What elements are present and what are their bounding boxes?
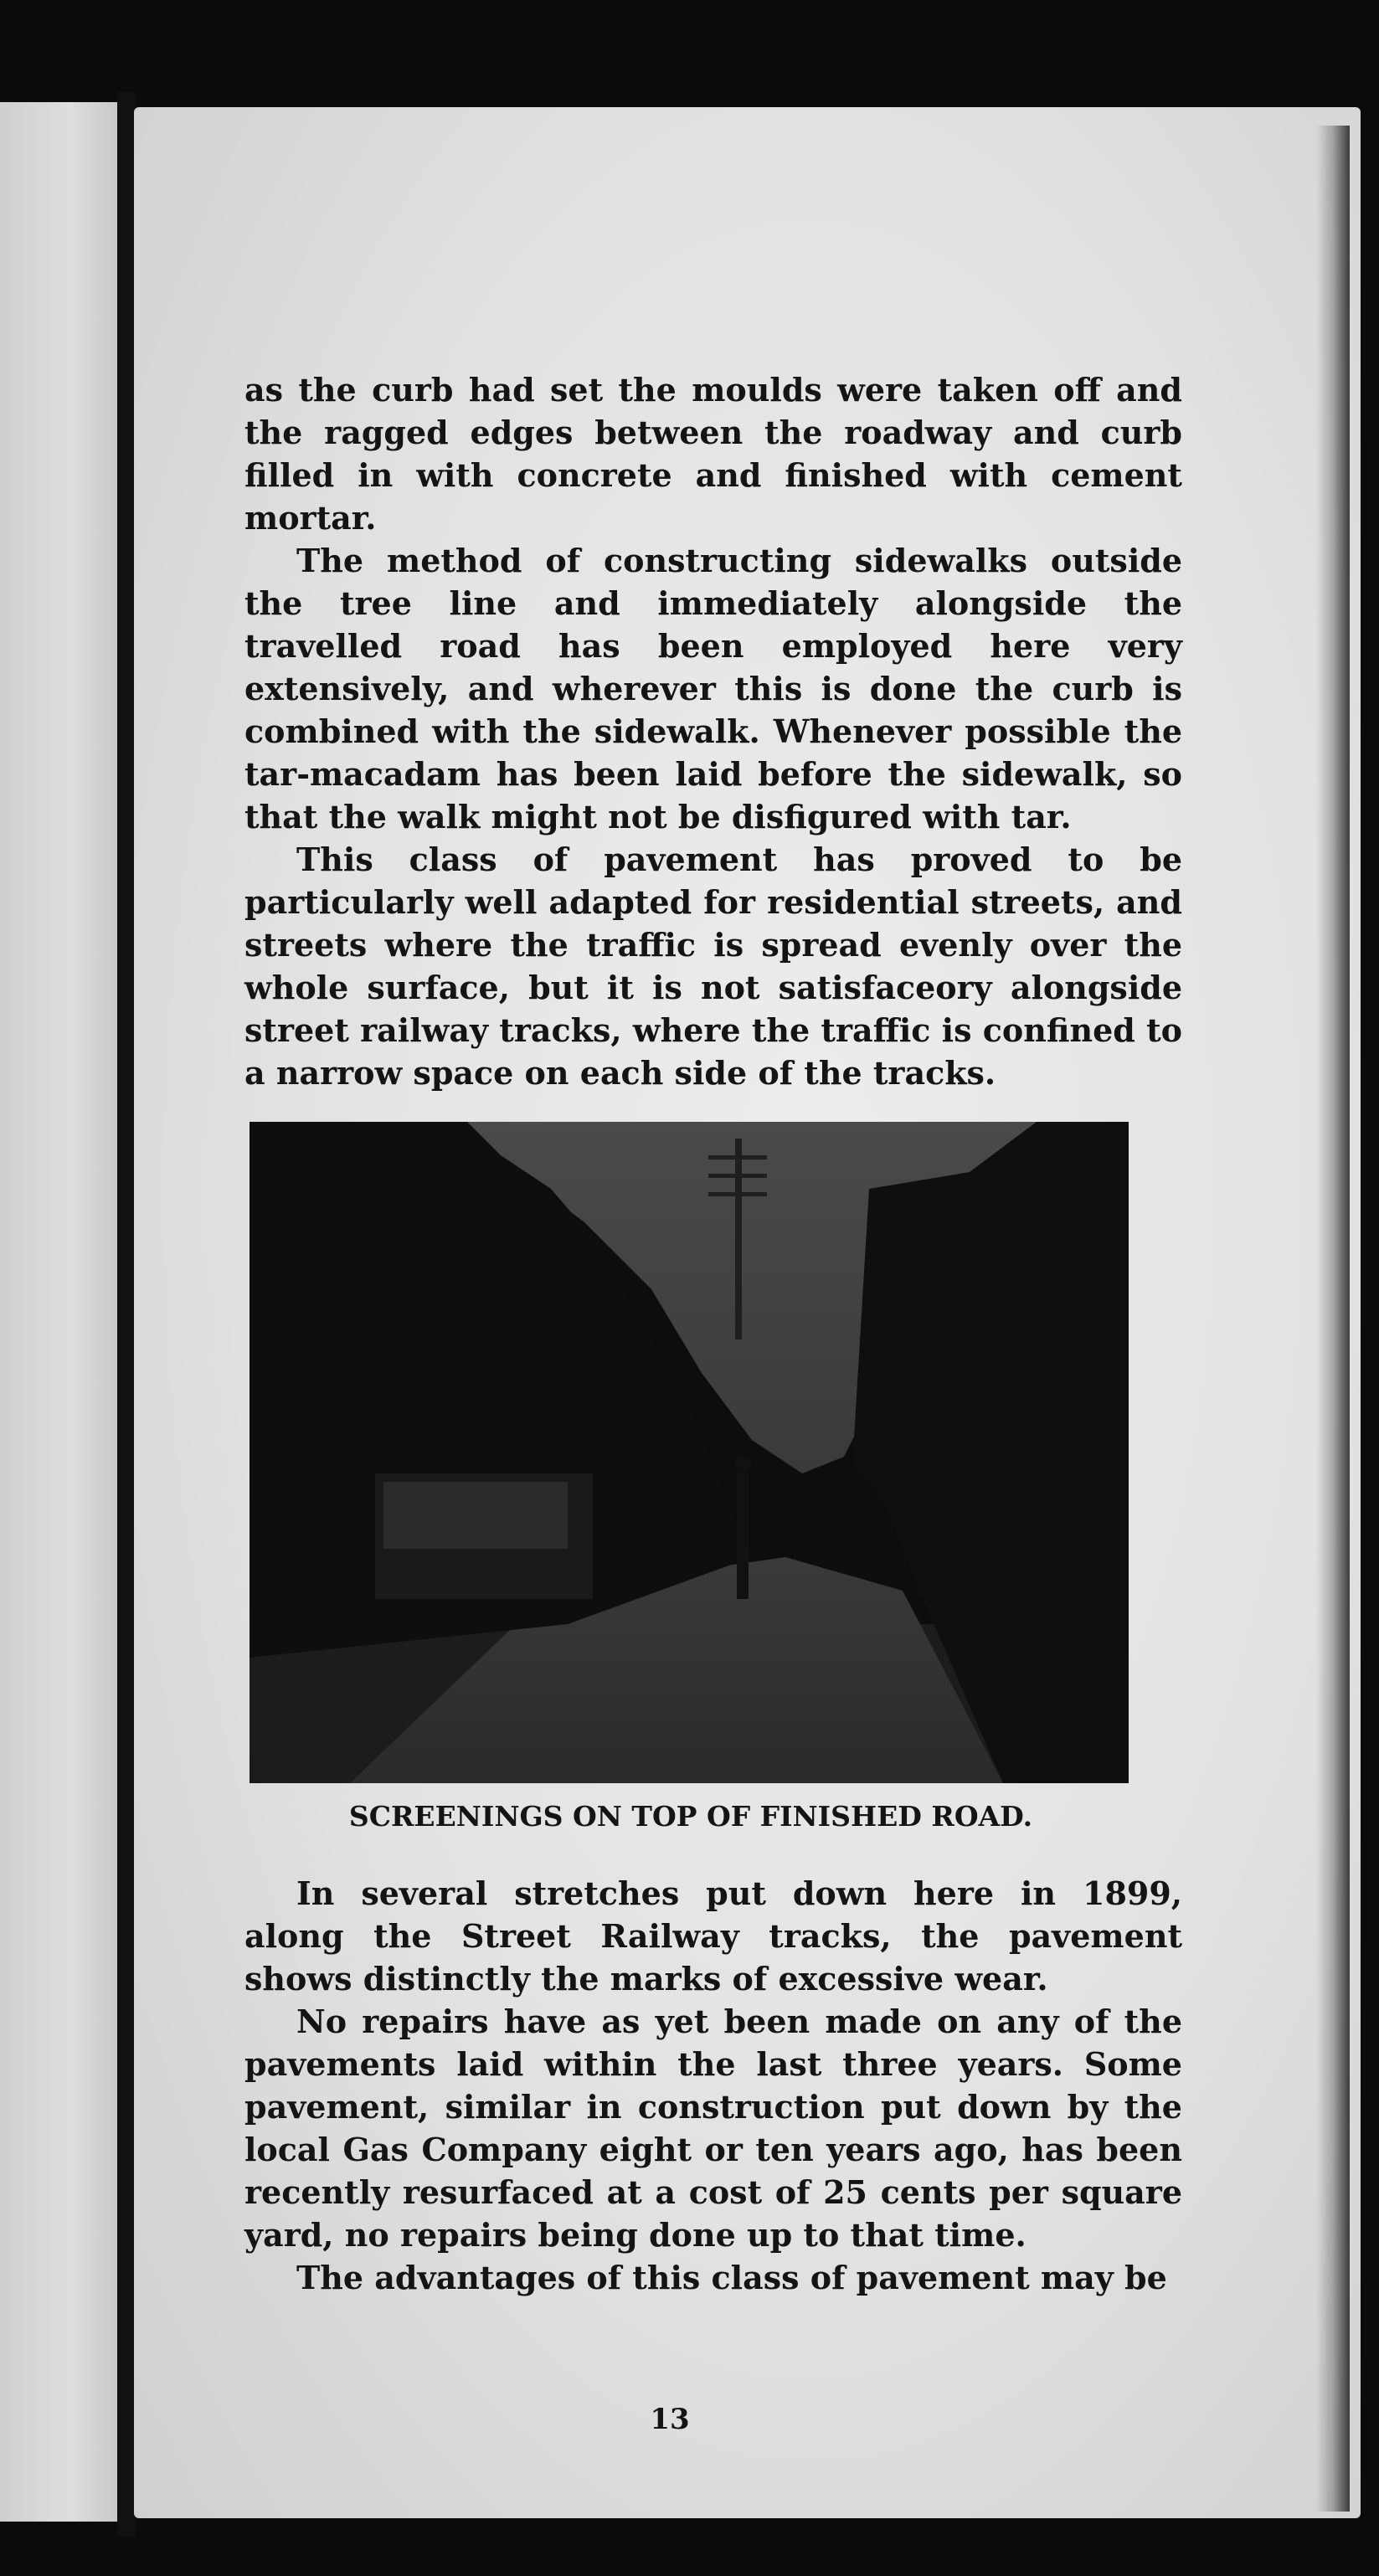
paragraph-continuation: as the curb had set the moulds were taken off and the ragged edges between the roadway and curb filled in with concrete and finished with cement mortar. <box>244 371 1182 537</box>
book-gutter <box>117 92 136 2537</box>
street-photograph <box>250 1122 1129 1783</box>
paragraph-advantages: The advantages of this class of pavement may be <box>296 2259 1167 2296</box>
paragraph-street-railway: In several stretches put down here in 1899, along the Street Railway tracks, the pavement shows distinctly the marks of excessive wear. <box>244 1874 1182 1998</box>
paragraph-repairs: No repairs have as yet been made on any of the pavements laid within the last three years. Some pavement, similar in construction put down by the local Gas Company eight or ten years ago, has been recently resurfaced at a cost of 25 cents per square yard, no repairs being done up to that time. <box>244 2003 1182 2254</box>
paragraph-pavement-suitability: This class of pavement has proved to be particularly well adapted for residential streets, and streets where the traffic is spread evenly over the whole surface, but it is not satisfaceory alongside street railway tracks, where the traffic is confined to a narrow space on each side of the tracks. <box>244 841 1182 1092</box>
paragraph-sidewalks: The method of constructing sidewalks outside the tree line and immediately alongside the travelled road has been employed here very extensively, and wherever this is done the curb is combined with the sidewalk. Whenever possible the tar-macadam has been laid before the sidewalk, so that the walk might not be disfigured with tar. <box>244 542 1182 836</box>
photo-caption: SCREENINGS ON TOP OF FINISHED ROAD. <box>348 1800 1033 1833</box>
top-text-block <box>244 368 1182 1094</box>
street-photo-image <box>250 1122 1129 1783</box>
page-number: 13 <box>650 2403 690 2436</box>
bottom-text-block <box>244 1872 1182 2299</box>
page-edge-shadow <box>1316 126 1350 2512</box>
left-page-edge <box>0 102 117 2522</box>
